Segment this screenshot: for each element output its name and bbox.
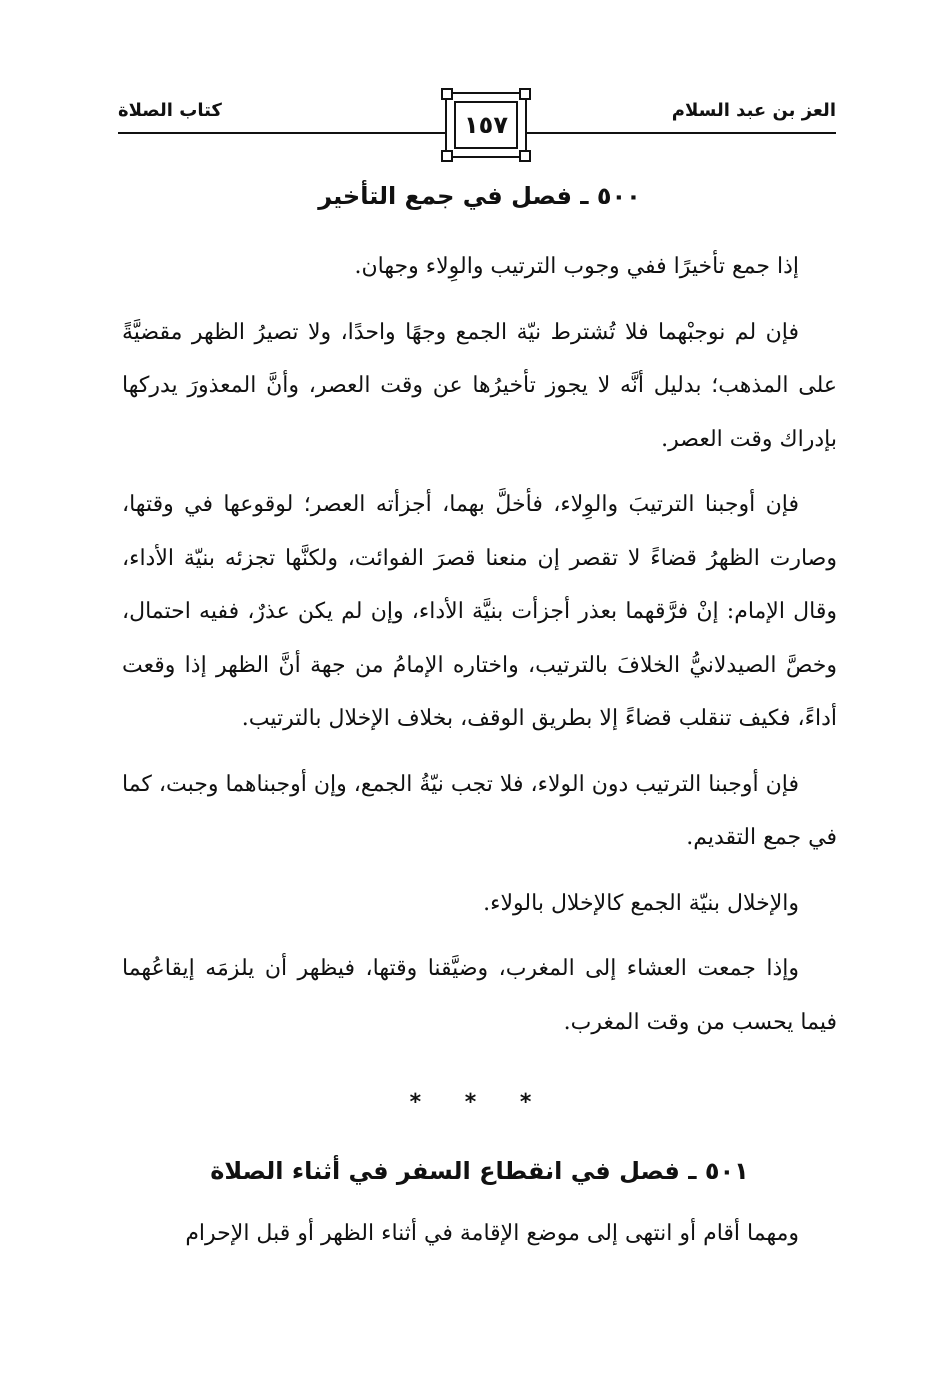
page-number-frame xyxy=(445,92,527,158)
frame-ornament xyxy=(519,150,531,162)
section-separator: * * * xyxy=(409,1090,550,1115)
paragraph: إذا جمع تأخيرًا ففي وجوب الترتيب والوِلاء وجهان. xyxy=(354,254,799,279)
header-rule-left xyxy=(118,132,446,134)
frame-ornament xyxy=(441,150,453,162)
paragraph: فإن أوجبنا الترتيبَ والوِلاء، فأخلَّ بهما، أجزأته العصر؛ لوقوعها في وقتها، وصارت الظهرُ قضاءً لا تقصر إن منعنا قصرَ الفوائت، ولكنَّها تجزئه بنيّة الأداء، وقال الإمام: إنْ فرَّقهما بعذر أجزأت بنيَّة الأداء، وإن لم يكن عذرٌ، ففيه احتمال، وخصَّ الصيدلانيُّ الخلافَ بالترتيب، واختاره الإمامُ من جهة أنَّ الظهر إذا وقعت أداءً، فكيف تنقلب قضاءً إلا بطريق الوقف، بخلاف الإخلال بالترتيب. xyxy=(122,492,837,731)
paragraph: ومهما أقام أو انتهى إلى موضع الإقامة في أثناء الظهر أو قبل الإحرام xyxy=(185,1221,799,1246)
section-heading: ٥٠٠ ـ فصل في جمع التأخير xyxy=(318,182,641,210)
page-header xyxy=(118,92,836,166)
section-heading: ٥٠١ ـ فصل في انقطاع السفر في أثناء الصلاة xyxy=(210,1157,749,1185)
running-header-book: كتاب الصلاة xyxy=(118,100,222,121)
page-body xyxy=(122,176,837,1261)
frame-ornament xyxy=(441,88,453,100)
header-rule-right xyxy=(526,132,836,134)
paragraph: والإخلال بنيّة الجمع كالإخلال بالولاء. xyxy=(483,890,799,916)
paragraph: وإذا جمعت العشاء إلى المغرب، وضيَّقنا وقتها، فيظهر أن يلزمَه إيقاعُهما فيما يحسب من وقت المغرب. xyxy=(122,956,837,1035)
paragraph: فإن لم نوجبْهما فلا تُشترط نيّة الجمع وجهًا واحدًا، ولا تصيرُ الظهر مقضيَّةً على المذهب؛ بدليل أنَّه لا يجوز تأخيرُها عن وقت العصر، وأنَّ المعذورَ يدركها بإدراك وقت العصر. xyxy=(122,319,837,452)
running-header-author: العز بن عبد السلام xyxy=(671,100,836,121)
page-number: ١٥٧ xyxy=(464,111,508,139)
frame-ornament xyxy=(519,88,531,100)
paragraph: فإن أوجبنا الترتيب دون الولاء، فلا تجب نيّةُ الجمع، وإن أوجبناهما وجبت، كما في جمع التقديم. xyxy=(122,771,837,850)
